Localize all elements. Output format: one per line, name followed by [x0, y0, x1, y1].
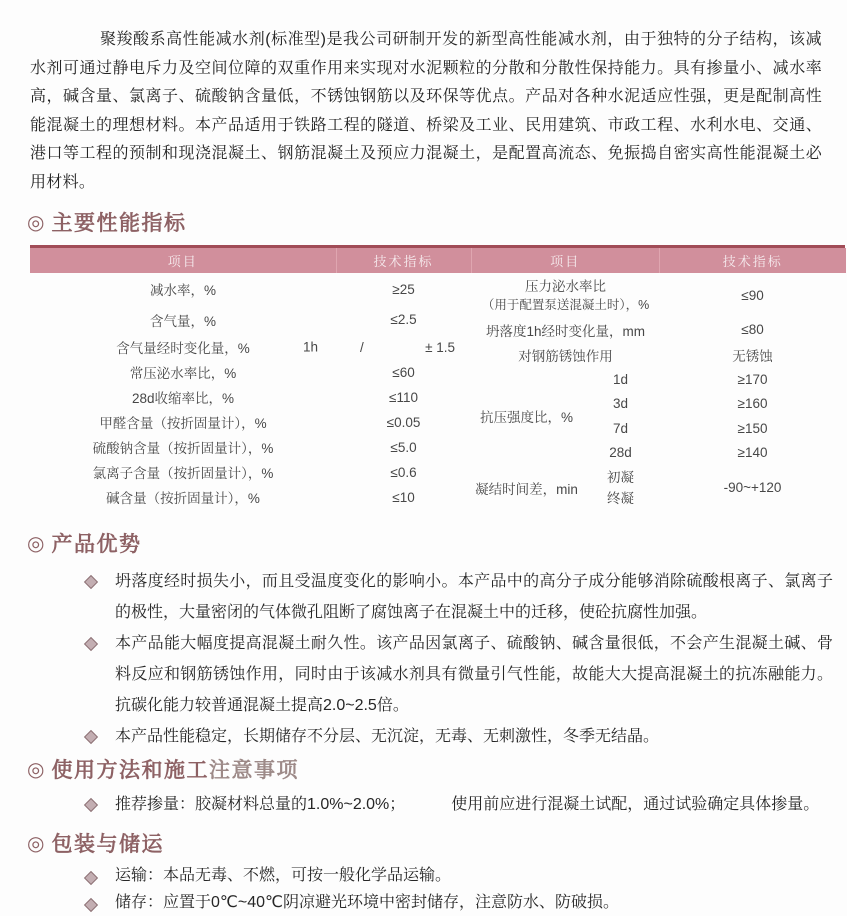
spec-age-cell: 1d: [612, 371, 629, 387]
table-header-row: [30, 248, 471, 273]
table-row: [30, 335, 471, 360]
spec-item-cell: 氯离子含量（按折固量计），%: [92, 466, 274, 482]
diamond-bullet-icon: [84, 575, 98, 589]
diamond-bullet-icon: [84, 798, 98, 812]
spec-value-cell: ≥150: [737, 420, 768, 436]
spec-item-line2: （用于配置泵送混凝土时），%: [481, 297, 650, 312]
table-row: [30, 360, 471, 385]
section-heading-advantages: [27, 528, 847, 558]
table-row: [30, 305, 471, 334]
spec-value-cell: ≥160: [737, 396, 768, 412]
table-row: [472, 273, 846, 317]
packing-item: [0, 889, 847, 916]
table-row: [30, 273, 471, 305]
table-row: [30, 385, 471, 410]
packing-list: [0, 862, 847, 916]
table-row: [472, 367, 846, 392]
spec-age-cell: 7d: [612, 420, 629, 436]
spec-item-cell: 凝结时间差，min: [475, 481, 578, 497]
column-header-indicator: 技术指标: [660, 248, 846, 273]
spec-item-cell: 甲醛含量（按折固量计），%: [99, 416, 267, 432]
spec-item-cell: [472, 273, 660, 317]
table-row: [472, 317, 846, 342]
storage-text: 储存：应置于0℃~40℃阴凉避光环境中密封储存，注意防水、防破损。: [115, 894, 619, 911]
section-heading-packing: [27, 828, 847, 858]
spec-item-line1: 压力泌水率比: [525, 278, 606, 294]
spec-value-cell: ≤0.6: [390, 464, 417, 480]
spec-sub-initial: 初凝: [607, 469, 634, 485]
advantage-item: [0, 566, 847, 628]
table-row: [30, 410, 471, 435]
spec-value-cell: ≤80: [741, 322, 764, 337]
spec-value-cell: ≤60: [392, 364, 415, 380]
spec-item-cell: 减水率，%: [149, 283, 216, 299]
diamond-bullet-icon: [84, 898, 98, 912]
section-heading-performance: [27, 207, 847, 237]
spec-value-cell: ≤110: [389, 389, 418, 405]
spec-value-cell: ≥140: [737, 445, 768, 461]
performance-table-left: [30, 248, 472, 510]
section-marker-icon: ◎: [27, 532, 45, 555]
spec-value-cell: ≥170: [737, 371, 768, 387]
usage-text: [115, 789, 833, 820]
spec-item-cell: 对钢筋锈蚀作用: [518, 348, 613, 364]
spec-value-cell: ≤10: [392, 489, 415, 505]
spec-item-label: 含气量经时变化量，%: [116, 341, 250, 357]
diamond-bullet-icon: [84, 871, 98, 885]
section-heading-usage: [27, 754, 847, 784]
performance-table: [30, 245, 845, 510]
diamond-bullet-icon: [84, 637, 98, 651]
section-title-packing: 包装与储运: [51, 833, 164, 856]
column-header-indicator: 技术指标: [336, 248, 471, 273]
spec-age-cell: 3d: [612, 396, 629, 412]
advantage-text: 坍落度经时损失小，而且受温度变化的影响小。本产品中的高分子成分能够消除硫酸根离子、氯离子的极性，大量密闭的气体微孔阻断了腐蚀离子在混凝土中的迁移，使砼抗腐性加强。: [115, 573, 833, 621]
column-header-item: 项目: [472, 248, 660, 273]
table-row: [472, 342, 846, 367]
spec-value-cell: ≥25: [392, 281, 415, 297]
usage-dosage: 推荐掺量：胶凝材料总量的1.0%~2.0%；: [115, 796, 406, 813]
advantage-item: [0, 721, 847, 752]
advantage-text: 本产品性能稳定，长期储存不分层、无沉淀，无毒、无刺激性，冬季无结晶。: [115, 728, 660, 745]
spec-value-cell: ≤5.0: [390, 439, 417, 455]
section-marker-icon: ◎: [27, 758, 45, 781]
table-header-row: [472, 248, 846, 273]
table-row: [30, 485, 471, 510]
spec-value-cell: [336, 335, 471, 360]
spec-value-cell: 无锈蚀: [732, 348, 773, 364]
spec-value-cell: ≤0.05: [386, 414, 421, 430]
spec-value: ± 1.5: [425, 339, 455, 355]
table-row: [472, 465, 846, 510]
document-page: [0, 26, 847, 911]
spec-sub-label: 1h: [302, 339, 318, 355]
spec-item-cell: 碱含量（按折固量计），%: [106, 491, 260, 507]
spec-item-cell: [30, 335, 336, 360]
transport-text: 运输：本品无毒、不燃，可按一般化学品运输。: [115, 867, 452, 884]
intro-paragraph: 聚羧酸系高性能减水剂(标准型)是我公司研制开发的新型高性能减水剂，由于独特的分子结构，该减水剂可通过静电斥力及空间位障的双重作用来实现对水泥颗粒的分散和分散性保持能力。具有掺量小、减水率高，碱含量、氯离子、硫酸钠含量低，不锈蚀钢筋以及环保等优点。产品对各种水泥适应性强，更是配制高性能混凝土的理想材料。本产品适用于铁路工程的隧道、桥梁及工业、民用建筑、市政工程、水利水电、交通、港口等工程的预制和现浇混凝土、钢筋混凝土及预应力混凝土，是配置高流态、免振捣自密实高性能混凝土必用材料。: [30, 31, 822, 191]
section-title-usage-fade: 注意事项: [208, 759, 299, 782]
section-marker-icon: ◎: [27, 211, 45, 234]
diamond-bullet-icon: [84, 730, 98, 744]
section-marker-icon: ◎: [27, 832, 45, 855]
performance-table-right: [472, 248, 846, 510]
spec-item-cell: 硫酸钠含量（按折固量计），%: [92, 441, 274, 457]
section-title-usage-main: 使用方法和施工: [51, 759, 209, 782]
spec-slash: /: [360, 339, 364, 355]
section-title-performance: 主要性能指标: [51, 212, 187, 235]
spec-value-cell: -90~+120: [723, 480, 782, 495]
table-row: [30, 435, 471, 460]
spec-age-cell: 28d: [609, 445, 632, 461]
spec-item-cell: 常压泌水率比，%: [129, 366, 237, 382]
spec-item-cell: 抗压强度比，%: [479, 410, 573, 425]
packing-item: [0, 862, 847, 889]
spec-item-cell: 28d收缩率比，%: [131, 391, 235, 407]
advantage-text: 本产品能大幅度提高混凝土耐久性。该产品因氯离子、硫酸钠、碱含量很低，不会产生混凝土碱、骨料反应和钢筋锈蚀作用，同时由于该减水剂具有微量引气性能，故能大大提高混凝土的抗冻融能力。抗碳化能力较普通混凝土提高2.0~2.5倍。: [115, 635, 833, 714]
advantage-item: [0, 628, 847, 721]
section-title-advantages: 产品优势: [51, 533, 142, 556]
spec-age-cell: [582, 465, 660, 510]
table-row: [30, 460, 471, 485]
column-header-item: 项目: [30, 248, 336, 273]
spec-item-cell: 坍落度1h经时变化量，mm: [486, 323, 646, 339]
usage-item: [0, 789, 847, 820]
spec-item-cell: 含气量，%: [149, 313, 216, 329]
spec-sub-final: 终凝: [607, 490, 634, 506]
spec-value-cell: ≤90: [741, 287, 764, 303]
usage-list: [0, 789, 847, 820]
spec-value-cell: ≤2.5: [390, 312, 417, 328]
usage-note: 使用前应进行混凝土试配，通过试验确定具体掺量。: [451, 796, 820, 813]
advantages-list: [0, 566, 847, 752]
